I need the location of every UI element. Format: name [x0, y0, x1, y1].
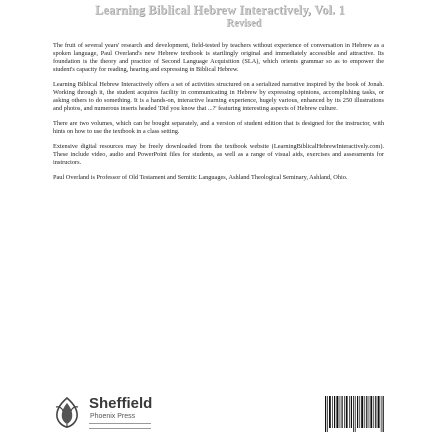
paragraph-3: There are two volumes, which can be bought separately, and a version of student edition that is designed for the instructor, with hints on how to use the textbook in a class setting. — [53, 119, 384, 136]
book-subtitle: Revised — [226, 18, 262, 29]
paragraph-4: Extensive digital resources may be freely downloaded from the textbook website (LearningBiblicalHebrewInteractively.com). These include video, audio and PowerPoint files for students, as well as a range of visual aids, exercises and assessments for instructors. — [53, 142, 384, 166]
paragraph-2: Learning Biblical Hebrew Interactively offers a set of activities structured on a serialized narrative inspired by the book of Jonah. Working through it, the student acquires facility in communicating in Hebrew by expressing opinions, accomplishing tasks, or asking others to do something. It is a hands-on, interactive learning experience, hugely various, enhanced by its 250 illustrations and photos, and numerous inserts headed 'Did you know that ...?' featuring interesting aspects of Hebrew culture. — [53, 80, 384, 113]
publisher-subname: Phoenix Press — [90, 413, 136, 420]
publisher-block — [52, 393, 172, 433]
book-title: Learning Biblical Hebrew Interactively, Vol. 1 — [95, 3, 345, 17]
paragraph-1: The fruit of several years' research and development, field-tested by teachers without experience of conversation in Hebrew as a spoken language, Paul Overland's new Hebrew textbook is startlingly original and immediately accessible and attractive. Its foundation is the theory and practice of Second Language Acquisition (SLA), which orients grammar so as to empower the student's capacity for reading, hearing and expressing in Biblical Hebrew. — [53, 42, 384, 74]
author-bio: Paul Overland is Professor of Old Testament and Semitic Languages, Ashland Theological Seminary, Ashland, Ohio. — [53, 173, 348, 181]
phoenix-logo-icon — [52, 395, 82, 429]
title-block — [0, 0, 440, 29]
barcode-icon — [322, 393, 386, 435]
publisher-name: Sheffield — [89, 395, 153, 412]
description-text — [53, 42, 384, 188]
publisher-rule — [89, 423, 151, 429]
